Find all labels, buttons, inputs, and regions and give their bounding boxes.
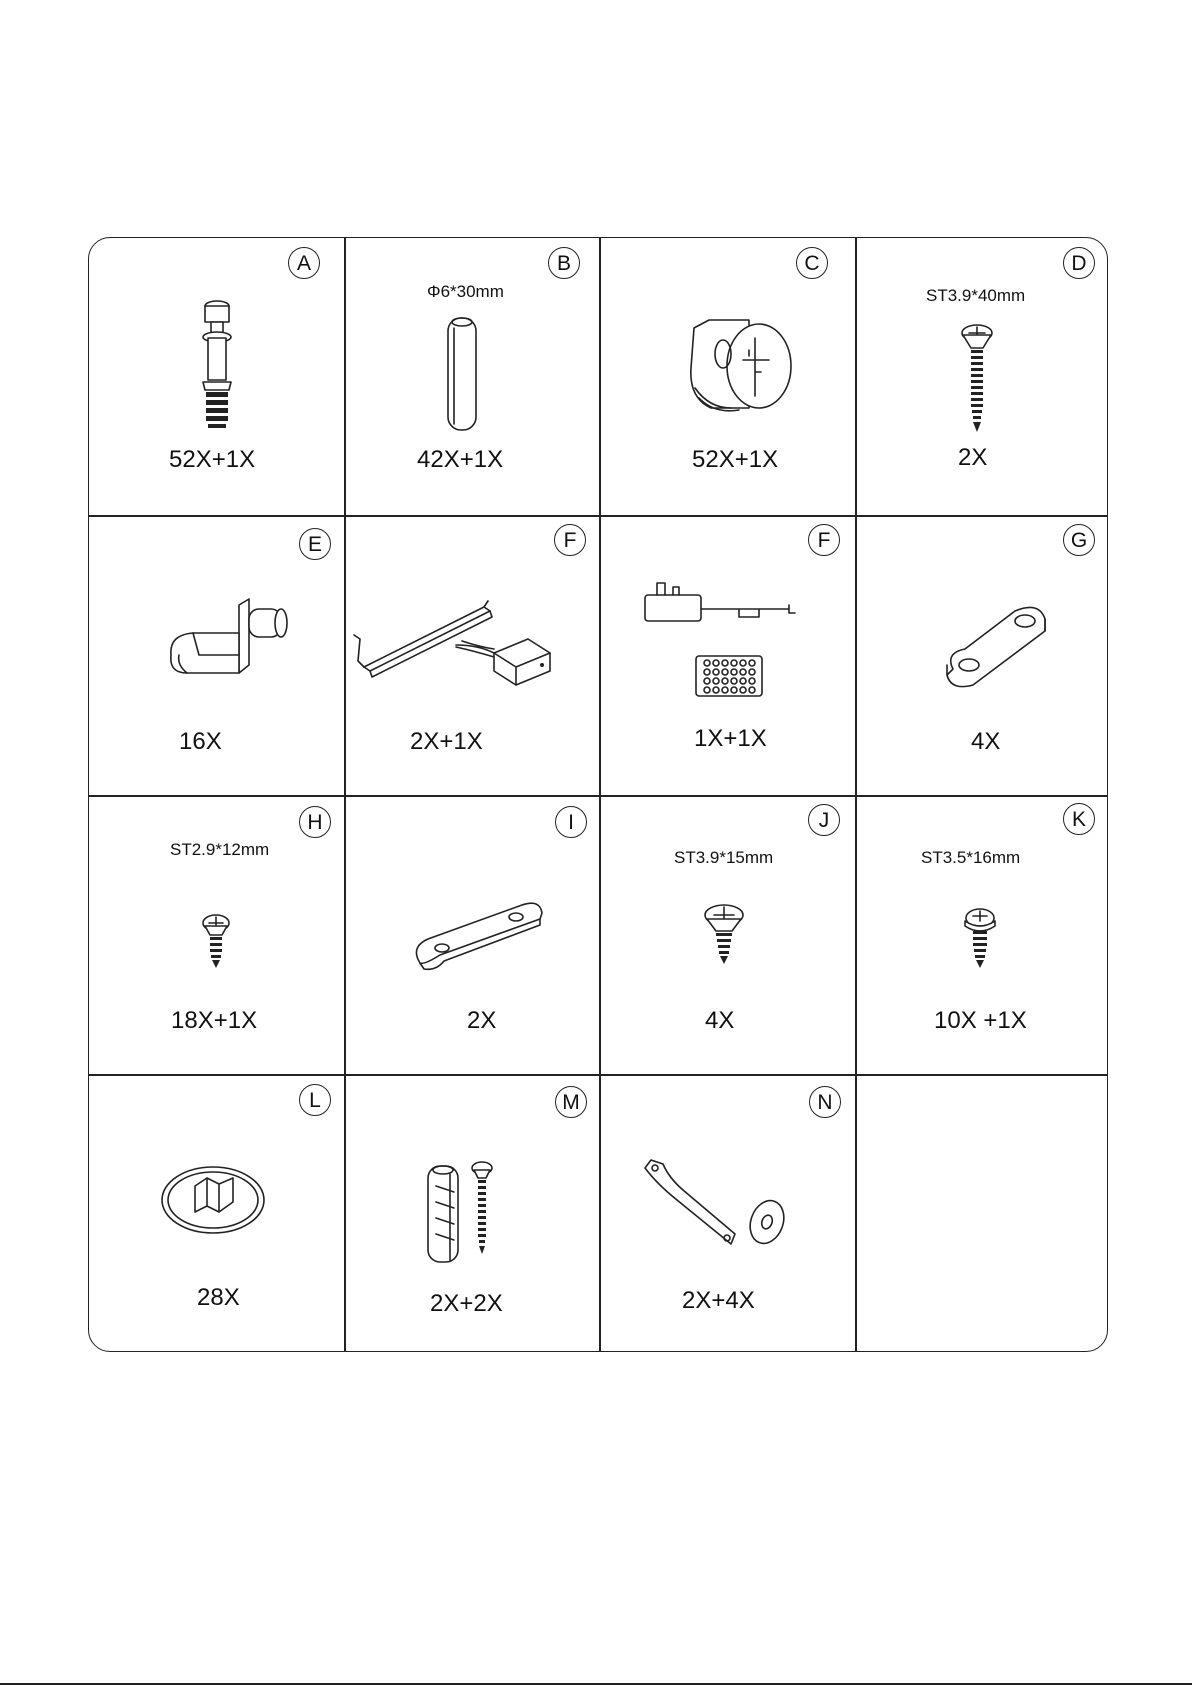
part-quantity: 10X +1X (934, 1007, 1027, 1034)
part-cell-g (855, 515, 1108, 795)
part-cell-h (89, 795, 344, 1074)
part-cell-b (344, 238, 599, 515)
part-spec: ST3.9*15mm (674, 848, 774, 867)
power-adapter-remote-illustration (599, 515, 855, 795)
part-spec: Φ6*30mm (427, 282, 504, 301)
part-quantity: 1X+1X (694, 725, 767, 752)
part-letter-badge: K (1063, 803, 1095, 835)
part-quantity: 52X+1X (169, 446, 256, 473)
part-letter-badge: B (548, 247, 580, 279)
part-spec: ST2.9*12mm (170, 840, 270, 859)
part-cell-f1 (344, 515, 599, 795)
part-cell-k (855, 795, 1108, 1074)
part-letter-badge: G (1063, 524, 1095, 556)
part-quantity: 2X (467, 1007, 497, 1034)
part-cell-n (599, 1074, 855, 1352)
part-cell-m (344, 1074, 599, 1352)
part-cell-f2 (599, 515, 855, 795)
part-quantity: 2X+2X (430, 1290, 503, 1317)
part-quantity: 18X+1X (171, 1007, 258, 1034)
part-cell-l (89, 1074, 344, 1352)
part-quantity: 52X+1X (692, 446, 779, 473)
part-quantity: 2X+1X (410, 728, 483, 755)
part-letter-badge: C (796, 247, 828, 279)
part-spec: ST3.9*40mm (926, 286, 1026, 305)
part-quantity: 4X (971, 728, 1001, 755)
part-letter-badge: F (554, 524, 586, 556)
part-letter-badge: I (555, 806, 587, 838)
part-quantity: 2X+4X (682, 1287, 755, 1314)
part-cell-a (89, 238, 344, 515)
part-quantity: 4X (705, 1007, 735, 1034)
part-cell-i (344, 795, 599, 1074)
part-letter-badge: A (288, 247, 320, 279)
part-quantity: 42X+1X (417, 446, 504, 473)
part-letter-badge: E (299, 528, 331, 560)
part-quantity: 2X (958, 444, 988, 471)
part-quantity: 28X (197, 1284, 240, 1311)
page-bottom-rule (0, 1683, 1192, 1685)
part-letter-badge: F (808, 524, 840, 556)
part-letter-badge: J (808, 804, 840, 836)
long-screw-illustration (855, 238, 1108, 515)
hardware-parts-grid (88, 237, 1108, 1352)
part-quantity: 16X (179, 728, 222, 755)
empty-cell (855, 1074, 1108, 1352)
part-cell-e (89, 515, 344, 795)
part-letter-badge: D (1063, 247, 1095, 279)
part-spec: ST3.5*16mm (921, 848, 1021, 867)
part-cell-d (855, 238, 1108, 515)
part-cell-j (599, 795, 855, 1074)
part-letter-badge: M (555, 1086, 587, 1118)
part-letter-badge: H (299, 806, 331, 838)
part-letter-badge: L (299, 1084, 331, 1116)
part-letter-badge: N (809, 1086, 841, 1118)
part-cell-c (599, 238, 855, 515)
